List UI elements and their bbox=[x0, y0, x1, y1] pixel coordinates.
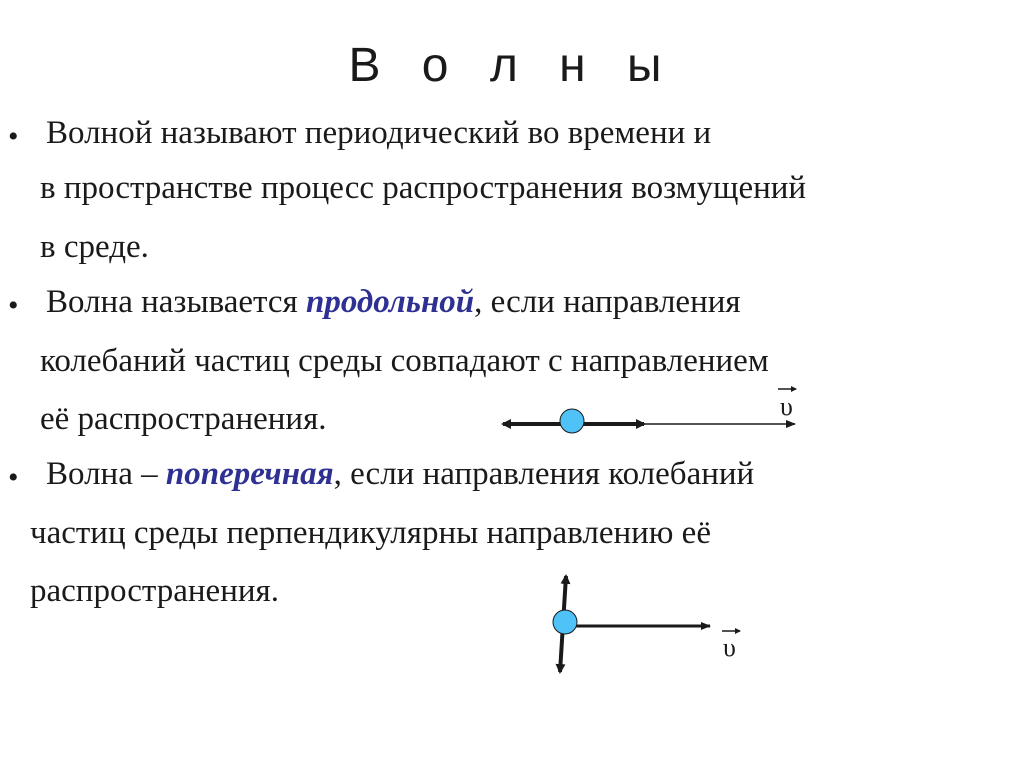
bullet-1: • bbox=[8, 120, 19, 153]
term-longitudinal: продольной bbox=[305, 284, 475, 320]
p2-text-after: , если направления bbox=[474, 284, 741, 320]
p3-line2: частиц среды перпендикулярны направлению её bbox=[30, 515, 711, 551]
longitudinal-particle bbox=[560, 409, 584, 433]
p2-line3: её распространения. bbox=[40, 401, 327, 437]
longitudinal-diagram bbox=[503, 389, 796, 433]
term-transverse: поперечная bbox=[165, 456, 334, 492]
slide-title: В о л н ы bbox=[348, 39, 676, 92]
longitudinal-velocity-label: υ bbox=[780, 392, 793, 421]
p1-line2: в пространстве процесс распространения возмущений bbox=[40, 170, 807, 206]
p2-line2: колебаний частиц среды совпадают с направлением bbox=[40, 343, 769, 379]
p1-line3: в среде. bbox=[40, 229, 149, 265]
bullet-2: • bbox=[8, 289, 19, 322]
p1-line1: Волной называют периодический во времени и bbox=[46, 115, 712, 151]
transverse-diagram bbox=[553, 576, 740, 672]
transverse-velocity-label: υ bbox=[723, 633, 736, 662]
p3-text-before: Волна – bbox=[46, 456, 166, 492]
p3-text-after: , если направления колебаний bbox=[333, 456, 755, 492]
p3-line3: распространения. bbox=[30, 573, 279, 609]
transverse-particle bbox=[553, 610, 577, 634]
bullet-3: • bbox=[8, 461, 19, 494]
p2-text-before: Волна называется bbox=[46, 284, 306, 320]
